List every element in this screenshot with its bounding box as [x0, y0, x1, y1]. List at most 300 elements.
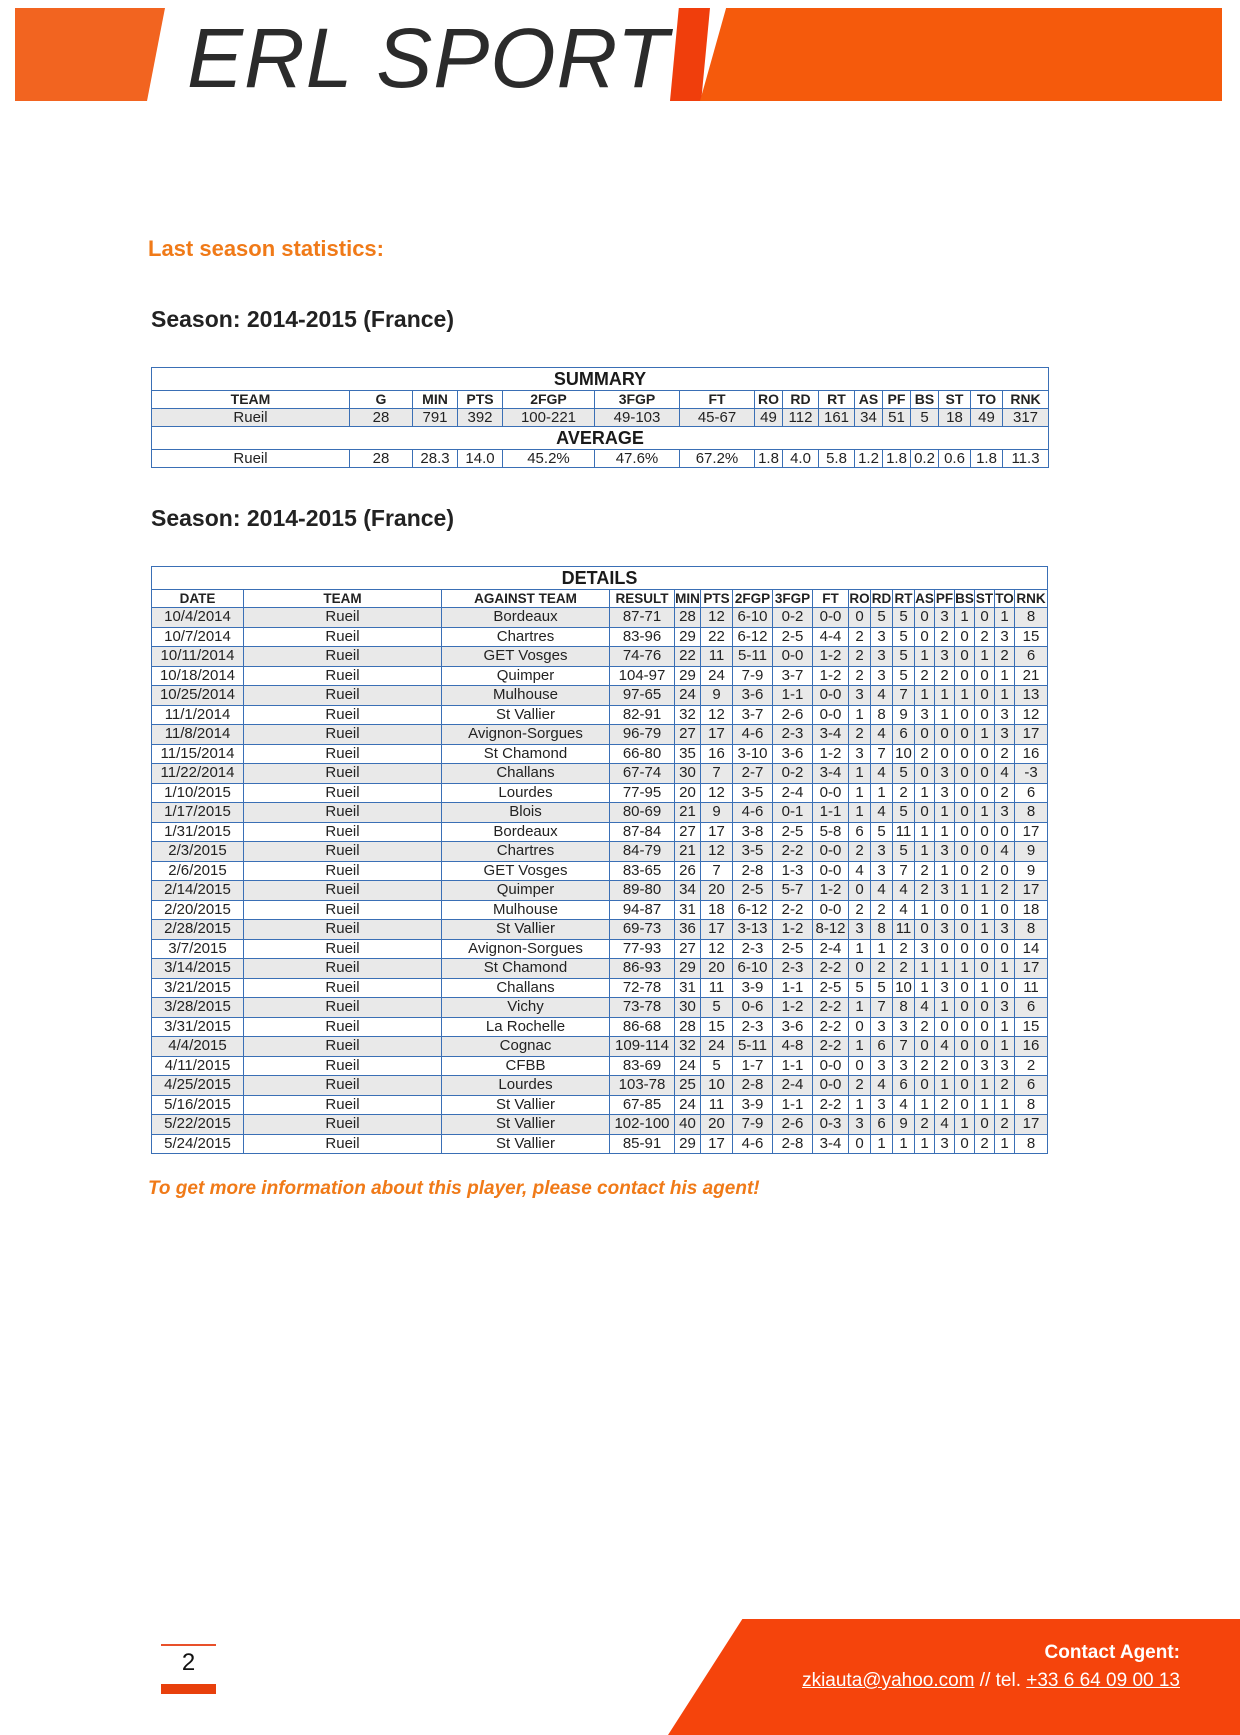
cell-min: 29	[675, 666, 701, 686]
cell-team: Rueil	[244, 1056, 442, 1076]
cell-bs: 0	[955, 842, 975, 862]
cell-pf: 0	[935, 900, 955, 920]
cell-as: 0	[915, 608, 935, 628]
cell-ft: 2-2	[813, 959, 849, 979]
cell-ft: 0-0	[813, 1076, 849, 1096]
cell-rnk: 11	[1015, 978, 1048, 998]
col-header-pf: PF	[935, 591, 954, 606]
cell-result: 109-114	[610, 1037, 675, 1057]
cell-against-team: St Vallier	[442, 920, 610, 940]
cell-date: 10/4/2014	[152, 608, 244, 628]
cell-ro: 1	[849, 939, 871, 959]
cell-ft: 0-0	[813, 861, 849, 881]
total-ro: 49	[755, 409, 783, 427]
cell-rnk: 17	[1015, 822, 1048, 842]
table-row	[152, 1037, 1048, 1057]
cell-3fgp: 3-6	[773, 1017, 813, 1037]
table-row	[152, 861, 1048, 881]
cell-3fgp: 3-6	[773, 744, 813, 764]
col-header-rd: RD	[783, 391, 819, 409]
cell-ft: 2-2	[813, 1095, 849, 1115]
col-header-as: AS	[915, 591, 934, 606]
cell-rnk: 2	[1015, 1056, 1048, 1076]
avg-ro: 1.8	[755, 450, 783, 468]
table-row	[152, 920, 1048, 940]
cell-against-team: St Chamond	[442, 959, 610, 979]
cell-result: 77-95	[610, 783, 675, 803]
cell-as: 2	[915, 666, 935, 686]
col-header-2fgp: 2FGP	[503, 391, 595, 409]
cell-bs: 0	[955, 725, 975, 745]
cell-pf: 1	[935, 861, 955, 881]
cell-team: Rueil	[244, 900, 442, 920]
cell-to: 3	[995, 998, 1015, 1018]
col-header-bs: BS	[955, 591, 974, 606]
cell-bs: 0	[955, 939, 975, 959]
avg-pf: 1.8	[883, 450, 911, 468]
cell-min: 30	[675, 764, 701, 784]
cell-result: 86-93	[610, 959, 675, 979]
cell-3fgp: 0-2	[773, 608, 813, 628]
cell-min: 27	[675, 822, 701, 842]
cell-ft: 1-2	[813, 881, 849, 901]
cell-ft: 5-8	[813, 822, 849, 842]
cell-pts: 5	[701, 1056, 733, 1076]
cell-date: 5/24/2015	[152, 1134, 244, 1154]
cell-2fgp: 2-7	[733, 764, 773, 784]
cell-team: Rueil	[244, 1134, 442, 1154]
cell-rnk: 14	[1015, 939, 1048, 959]
cell-3fgp: 2-5	[773, 822, 813, 842]
cell-rt: 11	[893, 920, 915, 940]
cell-as: 0	[915, 803, 935, 823]
cell-3fgp: 2-2	[773, 900, 813, 920]
cell-min: 34	[675, 881, 701, 901]
table-row	[152, 959, 1048, 979]
avg-min: 28.3	[413, 450, 458, 468]
cell-st: 1	[975, 920, 995, 940]
cell-ro: 0	[849, 1134, 871, 1154]
cell-min: 32	[675, 1037, 701, 1057]
page-number-bar	[161, 1684, 216, 1694]
header-accent-right	[700, 8, 1222, 101]
cell-st: 0	[975, 686, 995, 706]
table-row	[152, 1115, 1048, 1135]
cell-min: 24	[675, 1095, 701, 1115]
cell-date: 1/17/2015	[152, 803, 244, 823]
cell-result: 87-84	[610, 822, 675, 842]
cell-rnk: 6	[1015, 1076, 1048, 1096]
cell-as: 0	[915, 920, 935, 940]
cell-as: 1	[915, 647, 935, 667]
avg-2fgp: 45.2%	[503, 450, 595, 468]
cell-rnk: 9	[1015, 861, 1048, 881]
cell-ro: 0	[849, 881, 871, 901]
cell-rnk: 8	[1015, 920, 1048, 940]
cell-pts: 5	[701, 998, 733, 1018]
cell-pts: 15	[701, 1017, 733, 1037]
cell-rnk: 18	[1015, 900, 1048, 920]
cell-rt: 5	[893, 803, 915, 823]
table-row	[152, 998, 1048, 1018]
total-g: 28	[350, 409, 413, 427]
cell-ro: 2	[849, 842, 871, 862]
cell-st: 0	[975, 959, 995, 979]
cell-pts: 17	[701, 1134, 733, 1154]
cell-rd: 6	[871, 1037, 893, 1057]
average-caption: AVERAGE	[152, 427, 1049, 450]
cell-pf: 1	[935, 1076, 955, 1096]
cell-pts: 22	[701, 627, 733, 647]
cell-rnk: 15	[1015, 1017, 1048, 1037]
cell-result: 102-100	[610, 1115, 675, 1135]
cell-min: 27	[675, 725, 701, 745]
cell-ro: 2	[849, 627, 871, 647]
cell-3fgp: 2-6	[773, 1115, 813, 1135]
table-row	[152, 1056, 1048, 1076]
cell-ft: 4-4	[813, 627, 849, 647]
cell-pts: 7	[701, 861, 733, 881]
avg-ft: 67.2%	[680, 450, 755, 468]
cell-ro: 1	[849, 998, 871, 1018]
cell-rd: 7	[871, 744, 893, 764]
cell-st: 1	[975, 647, 995, 667]
cell-st: 1	[975, 881, 995, 901]
cell-bs: 0	[955, 1076, 975, 1096]
cell-2fgp: 6-12	[733, 627, 773, 647]
cell-2fgp: 6-12	[733, 900, 773, 920]
cell-as: 2	[915, 1017, 935, 1037]
details-caption: DETAILS	[152, 567, 1048, 590]
cell-bs: 0	[955, 1134, 975, 1154]
cell-as: 0	[915, 725, 935, 745]
cell-ro: 0	[849, 959, 871, 979]
cell-3fgp: 1-1	[773, 1056, 813, 1076]
cell-rd: 2	[871, 900, 893, 920]
cell-date: 4/25/2015	[152, 1076, 244, 1096]
cell-pf: 0	[935, 939, 955, 959]
avg-g: 28	[350, 450, 413, 468]
cell-rt: 5	[893, 647, 915, 667]
cell-bs: 1	[955, 959, 975, 979]
cell-to: 3	[995, 725, 1015, 745]
cell-date: 1/31/2015	[152, 822, 244, 842]
cell-bs: 0	[955, 920, 975, 940]
cell-2fgp: 3-5	[733, 842, 773, 862]
cell-st: 0	[975, 1115, 995, 1135]
cell-pf: 1	[935, 998, 955, 1018]
cell-to: 1	[995, 666, 1015, 686]
details-body	[152, 608, 1048, 1154]
cell-pts: 11	[701, 1095, 733, 1115]
table-row	[152, 744, 1048, 764]
cell-team: Rueil	[244, 803, 442, 823]
page-number: 2	[181, 1649, 196, 1676]
cell-date: 3/28/2015	[152, 998, 244, 1018]
cell-team: Rueil	[244, 627, 442, 647]
avg-rt: 5.8	[819, 450, 855, 468]
cell-st: 0	[975, 822, 995, 842]
cell-rd: 3	[871, 627, 893, 647]
table-row	[152, 608, 1048, 628]
cell-pts: 7	[701, 764, 733, 784]
cell-rd: 8	[871, 705, 893, 725]
cell-rt: 11	[893, 822, 915, 842]
cell-ft: 0-0	[813, 783, 849, 803]
cell-pts: 24	[701, 1037, 733, 1057]
cell-rnk: 15	[1015, 627, 1048, 647]
cell-st: 0	[975, 783, 995, 803]
cell-st: 0	[975, 1017, 995, 1037]
cell-team: Rueil	[244, 998, 442, 1018]
cell-rnk: 12	[1015, 705, 1048, 725]
cell-against-team: Chartres	[442, 627, 610, 647]
cell-to: 2	[995, 1076, 1015, 1096]
cell-st: 0	[975, 744, 995, 764]
cell-ft: 2-2	[813, 998, 849, 1018]
cell-date: 3/21/2015	[152, 978, 244, 998]
cell-team: Rueil	[244, 608, 442, 628]
cell-2fgp: 7-9	[733, 666, 773, 686]
cell-against-team: Chartres	[442, 842, 610, 862]
col-header-rnk: RNK	[1016, 591, 1046, 606]
cell-3fgp: 2-4	[773, 1076, 813, 1096]
cell-pts: 24	[701, 666, 733, 686]
cell-ft: 0-0	[813, 686, 849, 706]
cell-against-team: Vichy	[442, 998, 610, 1018]
cell-date: 2/20/2015	[152, 900, 244, 920]
cell-team: Rueil	[244, 647, 442, 667]
cell-rnk: 8	[1015, 803, 1048, 823]
agent-phone-link[interactable]: +33 6 64 09 00 13	[1026, 1670, 1180, 1691]
cell-team: Rueil	[244, 783, 442, 803]
col-header-rd: RD	[871, 591, 892, 606]
total-team: Rueil	[152, 409, 350, 427]
cell-rnk: 17	[1015, 1115, 1048, 1135]
cell-rd: 5	[871, 822, 893, 842]
col-header-rt: RT	[894, 591, 913, 606]
cell-against-team: Mulhouse	[442, 900, 610, 920]
cell-bs: 1	[955, 608, 975, 628]
cell-as: 1	[915, 783, 935, 803]
cell-min: 31	[675, 978, 701, 998]
cell-to: 1	[995, 1037, 1015, 1057]
cell-to: 3	[995, 1056, 1015, 1076]
agent-email-link[interactable]: zkiauta@yahoo.com	[802, 1670, 975, 1691]
cell-as: 4	[915, 998, 935, 1018]
cell-as: 2	[915, 861, 935, 881]
cell-st: 0	[975, 705, 995, 725]
cell-ro: 1	[849, 783, 871, 803]
cell-as: 1	[915, 842, 935, 862]
cell-rd: 3	[871, 666, 893, 686]
cell-bs: 1	[955, 686, 975, 706]
cell-as: 2	[915, 1115, 935, 1135]
cell-ro: 1	[849, 803, 871, 823]
cell-3fgp: 3-7	[773, 666, 813, 686]
table-row	[152, 881, 1048, 901]
cell-ft: 2-4	[813, 939, 849, 959]
cell-2fgp: 2-8	[733, 861, 773, 881]
cell-pf: 3	[935, 1134, 955, 1154]
cell-pf: 3	[935, 764, 955, 784]
cell-against-team: Blois	[442, 803, 610, 823]
cell-2fgp: 2-5	[733, 881, 773, 901]
cell-ft: 1-2	[813, 744, 849, 764]
cell-rt: 3	[893, 1056, 915, 1076]
cell-date: 11/15/2014	[152, 744, 244, 764]
cell-against-team: St Vallier	[442, 1115, 610, 1135]
cell-rd: 5	[871, 608, 893, 628]
cell-3fgp: 2-6	[773, 705, 813, 725]
cell-rnk: 21	[1015, 666, 1048, 686]
cell-rd: 1	[871, 939, 893, 959]
cell-pf: 4	[935, 1037, 955, 1057]
contact-label: Contact Agent:	[1044, 1642, 1180, 1663]
col-header-to: TO	[995, 591, 1014, 606]
cell-as: 0	[915, 627, 935, 647]
cell-2fgp: 5-11	[733, 647, 773, 667]
cell-rt: 5	[893, 842, 915, 862]
cell-team: Rueil	[244, 1017, 442, 1037]
cell-against-team: GET Vosges	[442, 861, 610, 881]
cell-date: 4/4/2015	[152, 1037, 244, 1057]
cell-st: 0	[975, 764, 995, 784]
cell-ro: 4	[849, 861, 871, 881]
col-header-team: TEAM	[244, 590, 442, 608]
cell-to: 2	[995, 744, 1015, 764]
cell-pf: 3	[935, 783, 955, 803]
cell-date: 1/10/2015	[152, 783, 244, 803]
cell-result: 74-76	[610, 647, 675, 667]
cell-date: 10/7/2014	[152, 627, 244, 647]
cell-team: Rueil	[244, 1115, 442, 1135]
cell-min: 21	[675, 842, 701, 862]
cell-rt: 8	[893, 998, 915, 1018]
cell-against-team: St Chamond	[442, 744, 610, 764]
cell-2fgp: 3-6	[733, 686, 773, 706]
cell-team: Rueil	[244, 725, 442, 745]
cell-3fgp: 2-2	[773, 842, 813, 862]
table-row	[152, 1076, 1048, 1096]
cell-against-team: Lourdes	[442, 1076, 610, 1096]
brand-title: ERL SPORT	[187, 11, 670, 105]
cell-st: 1	[975, 900, 995, 920]
cell-to: 3	[995, 627, 1015, 647]
cell-bs: 0	[955, 978, 975, 998]
cell-st: 0	[975, 608, 995, 628]
cell-pts: 11	[701, 978, 733, 998]
cell-as: 3	[915, 939, 935, 959]
cell-against-team: Challans	[442, 764, 610, 784]
summary-header-row	[152, 391, 1049, 409]
cell-to: 0	[995, 861, 1015, 881]
table-row	[152, 705, 1048, 725]
cell-min: 40	[675, 1115, 701, 1135]
cell-min: 28	[675, 608, 701, 628]
cell-as: 0	[915, 1037, 935, 1057]
cell-rt: 2	[893, 783, 915, 803]
table-row	[152, 900, 1048, 920]
cell-against-team: St Vallier	[442, 705, 610, 725]
cell-date: 4/11/2015	[152, 1056, 244, 1076]
cell-ft: 0-0	[813, 900, 849, 920]
cell-2fgp: 3-10	[733, 744, 773, 764]
cell-ro: 0	[849, 1056, 871, 1076]
col-header-rt: RT	[819, 391, 855, 409]
table-row	[152, 725, 1048, 745]
cell-rnk: 6	[1015, 647, 1048, 667]
cell-pts: 10	[701, 1076, 733, 1096]
cell-min: 31	[675, 900, 701, 920]
table-row	[152, 1017, 1048, 1037]
cell-result: 87-71	[610, 608, 675, 628]
table-row	[152, 978, 1048, 998]
cell-as: 1	[915, 686, 935, 706]
cell-rd: 3	[871, 647, 893, 667]
cell-against-team: Cognac	[442, 1037, 610, 1057]
cell-rd: 3	[871, 861, 893, 881]
cell-to: 1	[995, 686, 1015, 706]
cell-rt: 7	[893, 1037, 915, 1057]
cell-ro: 2	[849, 1076, 871, 1096]
cell-3fgp: 0-0	[773, 647, 813, 667]
avg-to: 1.8	[971, 450, 1003, 468]
total-as: 34	[855, 409, 883, 427]
cell-to: 2	[995, 881, 1015, 901]
cell-pf: 2	[935, 1056, 955, 1076]
cell-rd: 4	[871, 1076, 893, 1096]
cell-pts: 11	[701, 647, 733, 667]
cell-rt: 4	[893, 900, 915, 920]
cell-bs: 1	[955, 881, 975, 901]
cell-2fgp: 3-7	[733, 705, 773, 725]
cell-result: 84-79	[610, 842, 675, 862]
contact-separator: // tel.	[974, 1670, 1027, 1691]
cell-ft: 0-0	[813, 842, 849, 862]
summary-caption: SUMMARY	[152, 368, 1049, 391]
cell-rt: 5	[893, 627, 915, 647]
cell-3fgp: 2-3	[773, 959, 813, 979]
cell-result: 67-74	[610, 764, 675, 784]
cell-to: 4	[995, 842, 1015, 862]
cell-rt: 7	[893, 861, 915, 881]
cell-min: 29	[675, 959, 701, 979]
cell-ft: 3-4	[813, 725, 849, 745]
cell-3fgp: 4-8	[773, 1037, 813, 1057]
cell-rd: 5	[871, 978, 893, 998]
cell-result: 94-87	[610, 900, 675, 920]
cell-rt: 2	[893, 959, 915, 979]
cell-against-team: Avignon-Sorgues	[442, 725, 610, 745]
cell-min: 29	[675, 1134, 701, 1154]
cell-3fgp: 2-4	[773, 783, 813, 803]
cell-2fgp: 4-6	[733, 803, 773, 823]
cell-to: 1	[995, 1017, 1015, 1037]
cell-2fgp: 2-8	[733, 1076, 773, 1096]
cell-2fgp: 3-13	[733, 920, 773, 940]
contact-block	[802, 1642, 1180, 1692]
cell-result: 67-85	[610, 1095, 675, 1115]
cell-ro: 3	[849, 744, 871, 764]
cell-rnk: 17	[1015, 959, 1048, 979]
cell-pf: 1	[935, 705, 955, 725]
total-st: 18	[939, 409, 971, 427]
cell-result: 83-65	[610, 861, 675, 881]
cell-date: 2/28/2015	[152, 920, 244, 940]
cell-as: 1	[915, 900, 935, 920]
cell-ft: 0-0	[813, 608, 849, 628]
